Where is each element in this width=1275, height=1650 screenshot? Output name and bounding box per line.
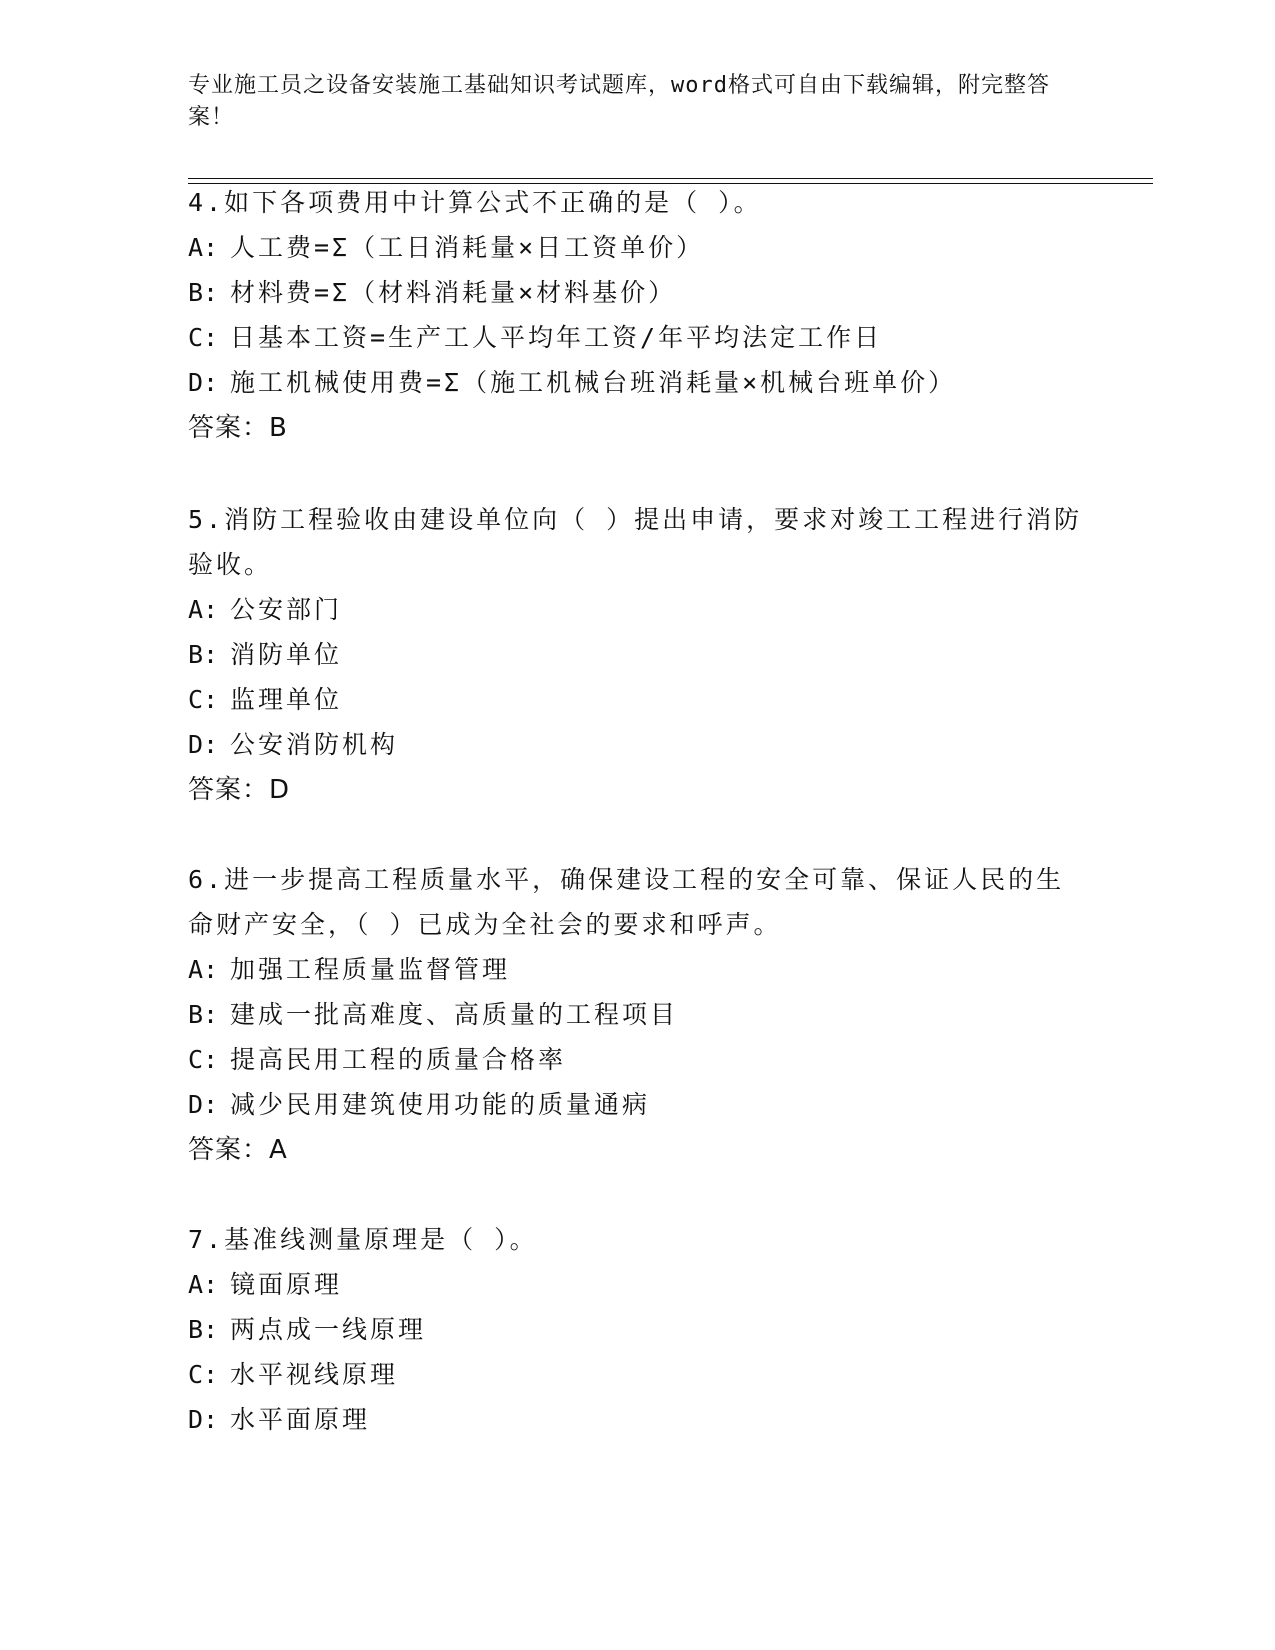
option-letter: C:	[188, 323, 219, 352]
option-letter: B:	[188, 1315, 219, 1344]
option-a	[188, 587, 1088, 632]
question-stem: 7.基准线测量原理是（ ）。	[188, 1225, 538, 1254]
header-divider-top	[188, 178, 1153, 179]
option-b	[188, 270, 1088, 315]
option-c	[188, 1037, 1088, 1082]
option-text: 消防单位	[230, 640, 343, 669]
option-letter: B:	[188, 278, 219, 307]
option-letter: A:	[188, 1270, 219, 1299]
option-d	[188, 722, 1088, 767]
answer-label: 答案：D	[188, 775, 291, 805]
option-text: 日基本工资=生产工人平均年工资/年平均法定工作日	[230, 323, 883, 352]
option-letter: D:	[188, 1090, 219, 1119]
option-a	[188, 947, 1088, 992]
option-letter: B:	[188, 1000, 219, 1029]
option-letter: C:	[188, 685, 219, 714]
option-c	[188, 1352, 1088, 1397]
question-stem: 5.消防工程验收由建设单位向（ ）提出申请，要求对竣工工程进行消防验收。	[188, 505, 1083, 579]
option-d	[188, 360, 1088, 405]
option-a	[188, 1262, 1088, 1307]
option-b	[188, 1307, 1088, 1352]
option-letter: A:	[188, 595, 219, 624]
option-letter: A:	[188, 955, 219, 984]
option-text: 减少民用建筑使用功能的质量通病	[230, 1090, 651, 1119]
option-text: 加强工程质量监督管理	[230, 955, 511, 984]
option-b	[188, 992, 1088, 1037]
option-c	[188, 315, 1088, 360]
option-text: 提高民用工程的质量合格率	[230, 1045, 567, 1074]
option-letter: C:	[188, 1045, 219, 1074]
option-a	[188, 225, 1088, 270]
option-text: 镜面原理	[230, 1270, 343, 1299]
option-d	[188, 1082, 1088, 1127]
document-header: 专业施工员之设备安装施工基础知识考试题库，word格式可自由下载编辑，附完整答案！	[188, 73, 1050, 130]
question-4	[188, 180, 1088, 451]
option-text: 水平视线原理	[230, 1360, 399, 1389]
option-letter: C:	[188, 1360, 219, 1389]
option-text: 水平面原理	[230, 1405, 371, 1434]
option-letter: D:	[188, 1405, 219, 1434]
answer-label: 答案：A	[188, 1135, 288, 1165]
question-7	[188, 1217, 1088, 1442]
option-letter: B:	[188, 640, 219, 669]
option-letter: D:	[188, 730, 219, 759]
option-letter: A:	[188, 233, 219, 262]
option-text: 两点成一线原理	[230, 1315, 427, 1344]
option-text: 施工机械使用费=Σ（施工机械台班消耗量×机械台班单价）	[230, 368, 957, 397]
option-text: 材料费=Σ（材料消耗量×材料基价）	[230, 278, 677, 307]
option-text: 建成一批高难度、高质量的工程项目	[230, 1000, 679, 1029]
answer-label: 答案：B	[188, 413, 288, 443]
option-c	[188, 677, 1088, 722]
option-letter: D:	[188, 368, 219, 397]
option-text: 公安消防机构	[230, 730, 399, 759]
option-text: 公安部门	[230, 595, 343, 624]
question-6	[188, 857, 1088, 1173]
option-text: 监理单位	[230, 685, 343, 714]
option-d	[188, 1397, 1088, 1442]
option-b	[188, 632, 1088, 677]
option-text: 人工费=Σ（工日消耗量×日工资单价）	[230, 233, 705, 262]
question-5	[188, 497, 1088, 813]
question-stem: 6.进一步提高工程质量水平，确保建设工程的安全可靠、保证人民的生命财产安全，（ ）已成为全社会的要求和呼声。	[188, 865, 1065, 939]
question-stem: 4.如下各项费用中计算公式不正确的是（ ）。	[188, 188, 762, 217]
